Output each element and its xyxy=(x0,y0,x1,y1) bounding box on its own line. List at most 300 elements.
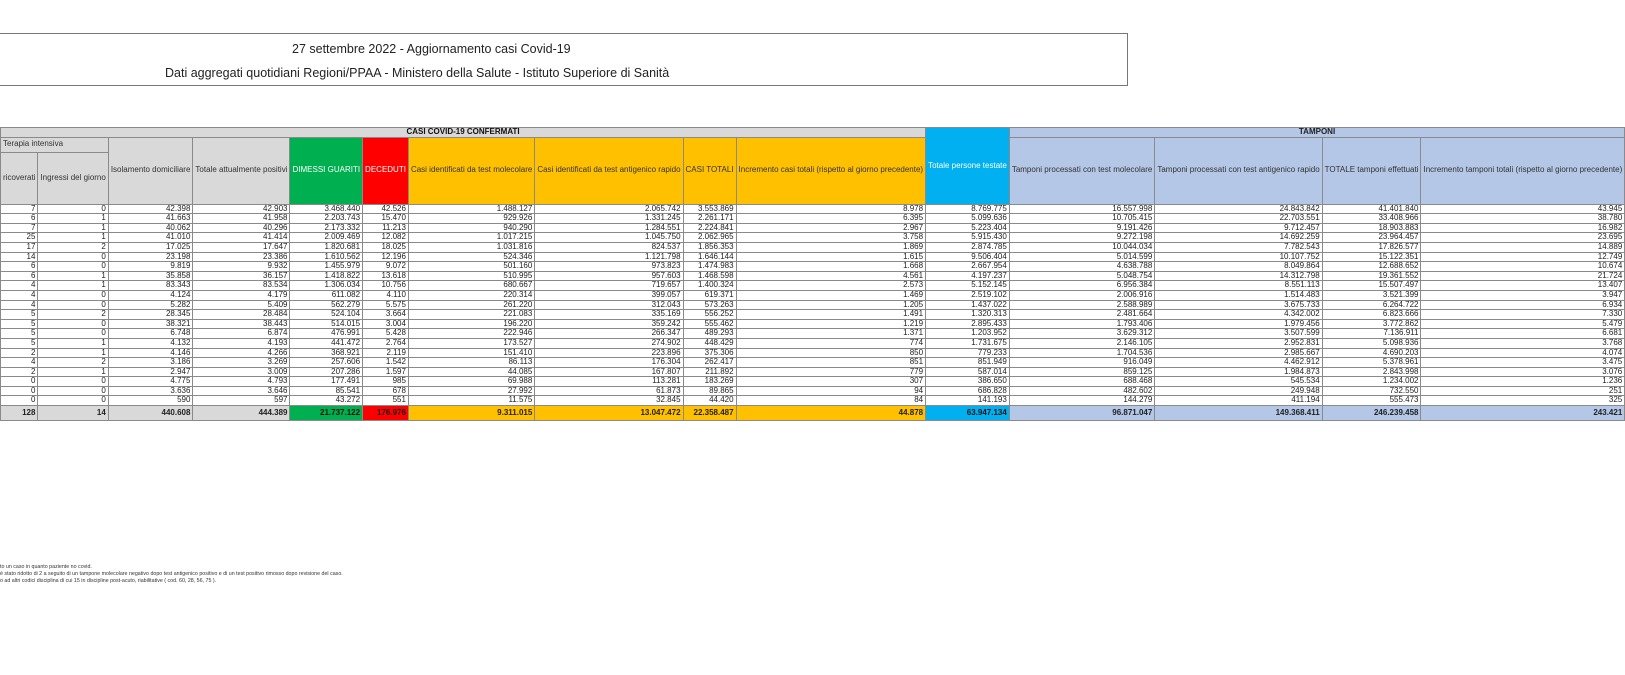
table-row xyxy=(1,367,1625,377)
totale-tamponi-cell: 23.964.457 xyxy=(1322,233,1421,243)
table-row xyxy=(1,300,1625,310)
incremento-tamponi-cell: 4.074 xyxy=(1421,348,1625,358)
isolamento-cell: 3.186 xyxy=(108,358,193,368)
totale-persone-cell: 5.223.404 xyxy=(926,223,1010,233)
casi-molecolare-header: Casi identificati da test molecolare xyxy=(408,137,534,204)
totale-positivi-cell: 41.958 xyxy=(193,214,290,224)
casi-antigenico-cell: 223.896 xyxy=(535,348,683,358)
casi-molecolare-cell: 940.290 xyxy=(408,223,534,233)
incremento-tamponi-cell: 3.475 xyxy=(1421,358,1625,368)
tamponi-antigenico-cell: 545.534 xyxy=(1155,377,1322,387)
page-title: 27 settembre 2022 - Aggiornamento casi Covid-19 xyxy=(292,42,571,56)
covid-cases-table xyxy=(0,127,1625,421)
casi-antigenico-cell: 32.845 xyxy=(535,396,683,406)
casi-molecolare-cell: 510.995 xyxy=(408,271,534,281)
tamponi-molecolare-cell: 4.638.788 xyxy=(1009,262,1155,272)
ricoverati-cell: 0 xyxy=(1,377,38,387)
casi-totali-cell: 619.371 xyxy=(683,290,736,300)
totale-tamponi-cell: 15.122.351 xyxy=(1322,252,1421,262)
incremento-casi-cell: 4.561 xyxy=(736,271,926,281)
incremento-casi-cell: 1.371 xyxy=(736,329,926,339)
casi-molecolare-cell: 1.031.816 xyxy=(408,242,534,252)
dimessi-guariti-cell: 1.610.562 xyxy=(290,252,363,262)
dimessi-guariti-cell: 611.082 xyxy=(290,290,363,300)
isolamento-cell: 4.124 xyxy=(108,290,193,300)
incremento-tamponi-cell: 38.780 xyxy=(1421,214,1625,224)
deceduti-header: DECEDUTI xyxy=(363,137,409,204)
totale-tamponi-cell: 5.378.961 xyxy=(1322,358,1421,368)
tamponi-molecolare-cell: 2.146.105 xyxy=(1009,338,1155,348)
tamponi-antigenico-cell: 2.985.667 xyxy=(1155,348,1322,358)
ingressi-cell: 1 xyxy=(38,281,108,291)
totale-positivi-cell: 9.932 xyxy=(193,262,290,272)
casi-totali-cell: 375.306 xyxy=(683,348,736,358)
incremento-tamponi-cell: 10.674 xyxy=(1421,262,1625,272)
totale-tamponi-header: TOTALE tamponi effettuati xyxy=(1322,137,1421,204)
isolamento-cell: 38.321 xyxy=(108,319,193,329)
dimessi-guariti-cell: 257.606 xyxy=(290,358,363,368)
totale-persone-cell: 8.769.775 xyxy=(926,204,1010,214)
totale-positivi-cell: 4.179 xyxy=(193,290,290,300)
ingressi-cell: 1 xyxy=(38,367,108,377)
deceduti-cell: 3.664 xyxy=(363,310,409,320)
totale-positivi-cell: 4.266 xyxy=(193,348,290,358)
isolamento-cell: 40.062 xyxy=(108,223,193,233)
totale-positivi-cell: 23.386 xyxy=(193,252,290,262)
totale-tamponi-cell: 41.401.840 xyxy=(1322,204,1421,214)
deceduti-cell: 42.526 xyxy=(363,204,409,214)
incremento-casi-header: Incremento casi totali (rispetto al giorno precedente) xyxy=(736,137,926,204)
incremento-tamponi-cell: 16.982 xyxy=(1421,223,1625,233)
totale-tamponi-cell: 2.843.998 xyxy=(1322,367,1421,377)
totale-persone-cell: 1.203.952 xyxy=(926,329,1010,339)
casi-antigenico-header: Casi identificati da test antigenico rapido xyxy=(535,137,683,204)
title-box xyxy=(0,33,1128,86)
ingressi-cell: 0 xyxy=(38,319,108,329)
casi-totali-cell: 1.856.353 xyxy=(683,242,736,252)
deceduti-cell: 985 xyxy=(363,377,409,387)
ricoverati-cell: 0 xyxy=(1,396,38,406)
dimessi-guariti-cell: 562.279 xyxy=(290,300,363,310)
totale-tamponi-cell: 6.823.666 xyxy=(1322,310,1421,320)
casi-totali-cell: 555.462 xyxy=(683,319,736,329)
isolamento-cell: 41.663 xyxy=(108,214,193,224)
casi-antigenico-cell: 1.284.551 xyxy=(535,223,683,233)
casi-totali-cell: 1.468.598 xyxy=(683,271,736,281)
totale-tamponi-cell: 6.264.722 xyxy=(1322,300,1421,310)
ingressi-cell: 1 xyxy=(38,348,108,358)
casi-totali-cell: 2.261.171 xyxy=(683,214,736,224)
incremento-casi-total: 44.878 xyxy=(736,406,926,421)
casi-antigenico-cell: 1.121.798 xyxy=(535,252,683,262)
totale-persone-cell: 2.874.785 xyxy=(926,242,1010,252)
ingressi-cell: 1 xyxy=(38,223,108,233)
totale-positivi-header: Totale attualmente positivi xyxy=(193,137,290,204)
isolamento-cell: 9.819 xyxy=(108,262,193,272)
totale-persone-header: Totale persone testate xyxy=(926,128,1010,205)
ricoverati-cell: 7 xyxy=(1,223,38,233)
ingressi-cell: 0 xyxy=(38,396,108,406)
ricoverati-cell: 17 xyxy=(1,242,38,252)
table-row xyxy=(1,319,1625,329)
casi-molecolare-cell: 44.085 xyxy=(408,367,534,377)
table-row xyxy=(1,262,1625,272)
totale-positivi-cell: 38.443 xyxy=(193,319,290,329)
totale-positivi-cell: 42.903 xyxy=(193,204,290,214)
tamponi-molecolare-cell: 2.481.664 xyxy=(1009,310,1155,320)
table-row xyxy=(1,396,1625,406)
totale-positivi-cell: 6.874 xyxy=(193,329,290,339)
ingressi-total: 14 xyxy=(38,406,108,421)
dimessi-guariti-cell: 207.286 xyxy=(290,367,363,377)
ingressi-cell: 1 xyxy=(38,214,108,224)
totale-tamponi-cell: 17.826.577 xyxy=(1322,242,1421,252)
casi-totali-cell: 573.263 xyxy=(683,300,736,310)
tamponi-antigenico-cell: 4.462.912 xyxy=(1155,358,1322,368)
table-row xyxy=(1,310,1625,320)
isolamento-cell: 83.343 xyxy=(108,281,193,291)
totale-persone-cell: 2.667.954 xyxy=(926,262,1010,272)
incremento-casi-cell: 850 xyxy=(736,348,926,358)
casi-molecolare-cell: 501.160 xyxy=(408,262,534,272)
dimessi-guariti-cell: 514.015 xyxy=(290,319,363,329)
totals-row xyxy=(1,406,1625,421)
casi-molecolare-cell: 222.946 xyxy=(408,329,534,339)
casi-antigenico-cell: 1.045.750 xyxy=(535,233,683,243)
incremento-casi-cell: 6.395 xyxy=(736,214,926,224)
totale-persone-cell: 5.915.430 xyxy=(926,233,1010,243)
tamponi-molecolare-cell: 6.956.384 xyxy=(1009,281,1155,291)
ingressi-cell: 2 xyxy=(38,310,108,320)
incremento-tamponi-cell: 251 xyxy=(1421,386,1625,396)
totale-positivi-cell: 5.409 xyxy=(193,300,290,310)
totale-persone-cell: 1.731.675 xyxy=(926,338,1010,348)
dimessi-guariti-cell: 2.173.332 xyxy=(290,223,363,233)
deceduti-cell: 551 xyxy=(363,396,409,406)
casi-antigenico-cell: 1.331.245 xyxy=(535,214,683,224)
casi-antigenico-cell: 335.169 xyxy=(535,310,683,320)
totale-tamponi-cell: 15.507.497 xyxy=(1322,281,1421,291)
covid-table-wrapper xyxy=(0,127,1625,421)
tamponi-molecolare-cell: 10.044.034 xyxy=(1009,242,1155,252)
casi-totali-cell: 1.646.144 xyxy=(683,252,736,262)
ricoverati-cell: 4 xyxy=(1,358,38,368)
casi-molecolare-cell: 1.017.215 xyxy=(408,233,534,243)
totale-positivi-cell: 36.157 xyxy=(193,271,290,281)
dimessi-guariti-cell: 43.272 xyxy=(290,396,363,406)
incremento-tamponi-header: Incremento tamponi totali (rispetto al giorno precedente) xyxy=(1421,137,1625,204)
incremento-tamponi-cell: 6.934 xyxy=(1421,300,1625,310)
totale-tamponi-cell: 18.903.883 xyxy=(1322,223,1421,233)
incremento-tamponi-cell: 5.479 xyxy=(1421,319,1625,329)
totale-persone-cell: 9.506.404 xyxy=(926,252,1010,262)
totale-persone-cell: 686.828 xyxy=(926,386,1010,396)
incremento-tamponi-cell: 3.768 xyxy=(1421,338,1625,348)
tamponi-antigenico-cell: 3.675.733 xyxy=(1155,300,1322,310)
terapia-intensiva-header: Terapia intensiva xyxy=(1,137,109,152)
totale-tamponi-cell: 4.690.203 xyxy=(1322,348,1421,358)
incremento-tamponi-cell: 43.945 xyxy=(1421,204,1625,214)
casi-confermati-header: CASI COVID-19 CONFERMATI xyxy=(1,128,926,138)
ingressi-cell: 0 xyxy=(38,377,108,387)
totale-persone-cell: 386.650 xyxy=(926,377,1010,387)
table-row xyxy=(1,377,1625,387)
table-row xyxy=(1,214,1625,224)
ricoverati-cell: 14 xyxy=(1,252,38,262)
ricoverati-cell: 5 xyxy=(1,338,38,348)
tamponi-antigenico-cell: 9.712.457 xyxy=(1155,223,1322,233)
casi-totali-total: 22.358.487 xyxy=(683,406,736,421)
ingressi-cell: 1 xyxy=(38,338,108,348)
deceduti-cell: 5.575 xyxy=(363,300,409,310)
ricoverati-cell: 25 xyxy=(1,233,38,243)
ricoverati-cell: 4 xyxy=(1,300,38,310)
incremento-casi-cell: 8.978 xyxy=(736,204,926,214)
dimessi-guariti-total: 21.737.122 xyxy=(290,406,363,421)
totale-tamponi-cell: 33.408.966 xyxy=(1322,214,1421,224)
totale-positivi-cell: 28.484 xyxy=(193,310,290,320)
footnotes xyxy=(0,564,343,586)
ingressi-cell: 0 xyxy=(38,300,108,310)
casi-antigenico-cell: 957.603 xyxy=(535,271,683,281)
dimessi-guariti-cell: 1.820.681 xyxy=(290,242,363,252)
totale-positivi-cell: 17.647 xyxy=(193,242,290,252)
totale-persone-cell: 5.152.145 xyxy=(926,281,1010,291)
tamponi-molecolare-cell: 10.705.415 xyxy=(1009,214,1155,224)
tamponi-molecolare-header: Tamponi processati con test molecolare xyxy=(1009,137,1155,204)
casi-antigenico-cell: 2.065.742 xyxy=(535,204,683,214)
tamponi-antigenico-cell: 24.843.842 xyxy=(1155,204,1322,214)
casi-molecolare-cell: 680.667 xyxy=(408,281,534,291)
tamponi-molecolare-cell: 16.557.998 xyxy=(1009,204,1155,214)
casi-antigenico-cell: 973.823 xyxy=(535,262,683,272)
tamponi-antigenico-cell: 7.782.543 xyxy=(1155,242,1322,252)
ricoverati-cell: 6 xyxy=(1,214,38,224)
tamponi-antigenico-total: 149.368.411 xyxy=(1155,406,1322,421)
table-row xyxy=(1,290,1625,300)
dimessi-guariti-cell: 1.455.979 xyxy=(290,262,363,272)
incremento-casi-cell: 1.491 xyxy=(736,310,926,320)
casi-totali-header: CASI TOTALI xyxy=(683,137,736,204)
casi-totali-cell: 211.892 xyxy=(683,367,736,377)
casi-totali-cell: 1.474.983 xyxy=(683,262,736,272)
deceduti-cell: 10.756 xyxy=(363,281,409,291)
incremento-casi-cell: 2.573 xyxy=(736,281,926,291)
totale-positivi-cell: 83.534 xyxy=(193,281,290,291)
tamponi-molecolare-cell: 5.048.754 xyxy=(1009,271,1155,281)
casi-totali-cell: 89.865 xyxy=(683,386,736,396)
incremento-casi-cell: 1.205 xyxy=(736,300,926,310)
totale-persone-cell: 4.197.237 xyxy=(926,271,1010,281)
casi-molecolare-cell: 221.083 xyxy=(408,310,534,320)
totale-tamponi-cell: 19.361.552 xyxy=(1322,271,1421,281)
tamponi-molecolare-cell: 1.793.406 xyxy=(1009,319,1155,329)
casi-molecolare-cell: 1.488.127 xyxy=(408,204,534,214)
tamponi-antigenico-cell: 22.703.551 xyxy=(1155,214,1322,224)
casi-molecolare-cell: 524.346 xyxy=(408,252,534,262)
incremento-tamponi-cell: 13.407 xyxy=(1421,281,1625,291)
ingressi-cell: 0 xyxy=(38,262,108,272)
tamponi-antigenico-header: Tamponi processati con test antigenico rapido xyxy=(1155,137,1322,204)
casi-antigenico-cell: 176.304 xyxy=(535,358,683,368)
deceduti-cell: 12.196 xyxy=(363,252,409,262)
ricoverati-cell: 5 xyxy=(1,319,38,329)
tamponi-molecolare-cell: 144.279 xyxy=(1009,396,1155,406)
isolamento-cell: 17.025 xyxy=(108,242,193,252)
deceduti-cell: 2.119 xyxy=(363,348,409,358)
dimessi-guariti-cell: 1.306.034 xyxy=(290,281,363,291)
ingressi-cell: 0 xyxy=(38,204,108,214)
tamponi-antigenico-cell: 8.049.864 xyxy=(1155,262,1322,272)
dimessi-guariti-cell: 441.472 xyxy=(290,338,363,348)
incremento-tamponi-cell: 14.889 xyxy=(1421,242,1625,252)
casi-totali-cell: 489.293 xyxy=(683,329,736,339)
ricoverati-cell: 5 xyxy=(1,310,38,320)
tamponi-molecolare-cell: 2.006.916 xyxy=(1009,290,1155,300)
tamponi-molecolare-cell: 859.125 xyxy=(1009,367,1155,377)
isolamento-cell: 4.132 xyxy=(108,338,193,348)
tamponi-antigenico-cell: 4.342.002 xyxy=(1155,310,1322,320)
totale-positivi-cell: 3.009 xyxy=(193,367,290,377)
totale-persone-cell: 141.193 xyxy=(926,396,1010,406)
casi-totali-cell: 448.429 xyxy=(683,338,736,348)
totale-persone-cell: 5.099.636 xyxy=(926,214,1010,224)
totale-positivi-cell: 4.793 xyxy=(193,377,290,387)
casi-antigenico-cell: 113.281 xyxy=(535,377,683,387)
footnote-1: to un caso in quanto paziente no covid. xyxy=(0,564,92,570)
totale-persone-cell: 587.014 xyxy=(926,367,1010,377)
incremento-casi-cell: 779 xyxy=(736,367,926,377)
casi-antigenico-cell: 719.657 xyxy=(535,281,683,291)
incremento-casi-cell: 1.668 xyxy=(736,262,926,272)
tamponi-antigenico-cell: 1.984.873 xyxy=(1155,367,1322,377)
isolamento-cell: 590 xyxy=(108,396,193,406)
tamponi-antigenico-cell: 14.312.798 xyxy=(1155,271,1322,281)
tamponi-antigenico-cell: 10.107.752 xyxy=(1155,252,1322,262)
deceduti-cell: 1.597 xyxy=(363,367,409,377)
totale-positivi-cell: 3.646 xyxy=(193,386,290,396)
totale-tamponi-cell: 732.550 xyxy=(1322,386,1421,396)
dimessi-guariti-cell: 476.991 xyxy=(290,329,363,339)
deceduti-cell: 5.428 xyxy=(363,329,409,339)
casi-molecolare-cell: 173.527 xyxy=(408,338,534,348)
isolamento-cell: 4.146 xyxy=(108,348,193,358)
tamponi-molecolare-cell: 482.602 xyxy=(1009,386,1155,396)
table-row xyxy=(1,281,1625,291)
deceduti-cell: 13.618 xyxy=(363,271,409,281)
isolamento-header: Isolamento domiciliare xyxy=(108,137,193,204)
deceduti-cell: 9.072 xyxy=(363,262,409,272)
deceduti-total: 176.976 xyxy=(363,406,409,421)
casi-antigenico-cell: 274.902 xyxy=(535,338,683,348)
incremento-tamponi-cell: 7.330 xyxy=(1421,310,1625,320)
casi-totali-cell: 44.420 xyxy=(683,396,736,406)
deceduti-cell: 2.764 xyxy=(363,338,409,348)
tamponi-molecolare-cell: 5.014.599 xyxy=(1009,252,1155,262)
deceduti-cell: 15.470 xyxy=(363,214,409,224)
totale-positivi-cell: 41.414 xyxy=(193,233,290,243)
casi-molecolare-cell: 220.314 xyxy=(408,290,534,300)
table-row xyxy=(1,348,1625,358)
incremento-casi-cell: 1.469 xyxy=(736,290,926,300)
dimessi-guariti-cell: 368.921 xyxy=(290,348,363,358)
isolamento-cell: 28.345 xyxy=(108,310,193,320)
deceduti-cell: 4.110 xyxy=(363,290,409,300)
isolamento-cell: 5.282 xyxy=(108,300,193,310)
totale-persone-cell: 851.949 xyxy=(926,358,1010,368)
casi-molecolare-cell: 151.410 xyxy=(408,348,534,358)
ingressi-cell: 0 xyxy=(38,386,108,396)
dimessi-guariti-header: DIMESSI GUARITI xyxy=(290,137,363,204)
totale-positivi-total: 444.389 xyxy=(193,406,290,421)
casi-antigenico-total: 13.047.472 xyxy=(535,406,683,421)
page-subtitle: Dati aggregati quotidiani Regioni/PPAA - Ministero della Salute - Istituto Superiore di Sanità xyxy=(165,66,670,80)
ricoverati-cell: 6 xyxy=(1,271,38,281)
totale-persone-cell: 1.437.022 xyxy=(926,300,1010,310)
tamponi-molecolare-cell: 9.191.426 xyxy=(1009,223,1155,233)
casi-antigenico-cell: 399.057 xyxy=(535,290,683,300)
totale-persone-cell: 779.233 xyxy=(926,348,1010,358)
ingressi-cell: 0 xyxy=(38,329,108,339)
incremento-tamponi-cell: 325 xyxy=(1421,396,1625,406)
incremento-casi-cell: 1.219 xyxy=(736,319,926,329)
casi-antigenico-cell: 61.873 xyxy=(535,386,683,396)
ingressi-cell: 1 xyxy=(38,233,108,243)
table-row xyxy=(1,329,1625,339)
tamponi-antigenico-cell: 411.194 xyxy=(1155,396,1322,406)
incremento-casi-cell: 307 xyxy=(736,377,926,387)
incremento-casi-cell: 1.615 xyxy=(736,252,926,262)
dimessi-guariti-cell: 2.203.743 xyxy=(290,214,363,224)
totale-persone-cell: 1.320.313 xyxy=(926,310,1010,320)
dimessi-guariti-cell: 2.009.469 xyxy=(290,233,363,243)
table-row xyxy=(1,386,1625,396)
casi-antigenico-cell: 312.043 xyxy=(535,300,683,310)
incremento-casi-cell: 2.967 xyxy=(736,223,926,233)
deceduti-cell: 1.542 xyxy=(363,358,409,368)
tamponi-molecolare-cell: 688.468 xyxy=(1009,377,1155,387)
incremento-tamponi-cell: 6.681 xyxy=(1421,329,1625,339)
ingressi-cell: 2 xyxy=(38,358,108,368)
tamponi-molecolare-total: 96.871.047 xyxy=(1009,406,1155,421)
casi-molecolare-cell: 929.926 xyxy=(408,214,534,224)
casi-totali-cell: 3.553.869 xyxy=(683,204,736,214)
isolamento-cell: 6.748 xyxy=(108,329,193,339)
footnote-3: o ad altri codici disciplina di cui 15 in discipline post-acuto, riabilitative ( cod. 60, 28, 56, 75 ). xyxy=(0,578,217,585)
tamponi-molecolare-cell: 2.588.989 xyxy=(1009,300,1155,310)
totale-tamponi-cell: 3.772.862 xyxy=(1322,319,1421,329)
isolamento-total: 440.608 xyxy=(108,406,193,421)
tamponi-antigenico-cell: 249.948 xyxy=(1155,386,1322,396)
incremento-casi-cell: 851 xyxy=(736,358,926,368)
incremento-casi-cell: 94 xyxy=(736,386,926,396)
table-row xyxy=(1,358,1625,368)
totale-persone-total: 63.947.134 xyxy=(926,406,1010,421)
ricoverati-cell: 4 xyxy=(1,281,38,291)
table-row xyxy=(1,242,1625,252)
casi-totali-cell: 1.400.324 xyxy=(683,281,736,291)
casi-totali-cell: 2.062.965 xyxy=(683,233,736,243)
tamponi-molecolare-cell: 1.704.536 xyxy=(1009,348,1155,358)
ingressi-cell: 0 xyxy=(38,290,108,300)
ricoverati-header: ricoverati xyxy=(1,152,38,204)
casi-molecolare-cell: 27.992 xyxy=(408,386,534,396)
table-row xyxy=(1,338,1625,348)
casi-molecolare-cell: 69.988 xyxy=(408,377,534,387)
totale-tamponi-cell: 1.234.002 xyxy=(1322,377,1421,387)
totale-persone-cell: 2.895.433 xyxy=(926,319,1010,329)
footnote-2: è stato ridotto di 2 a seguito di un tampone molecolare negativo dopo test antigenico positivo e di un test positivo rimosso dopo revisione del caso. xyxy=(0,571,343,578)
